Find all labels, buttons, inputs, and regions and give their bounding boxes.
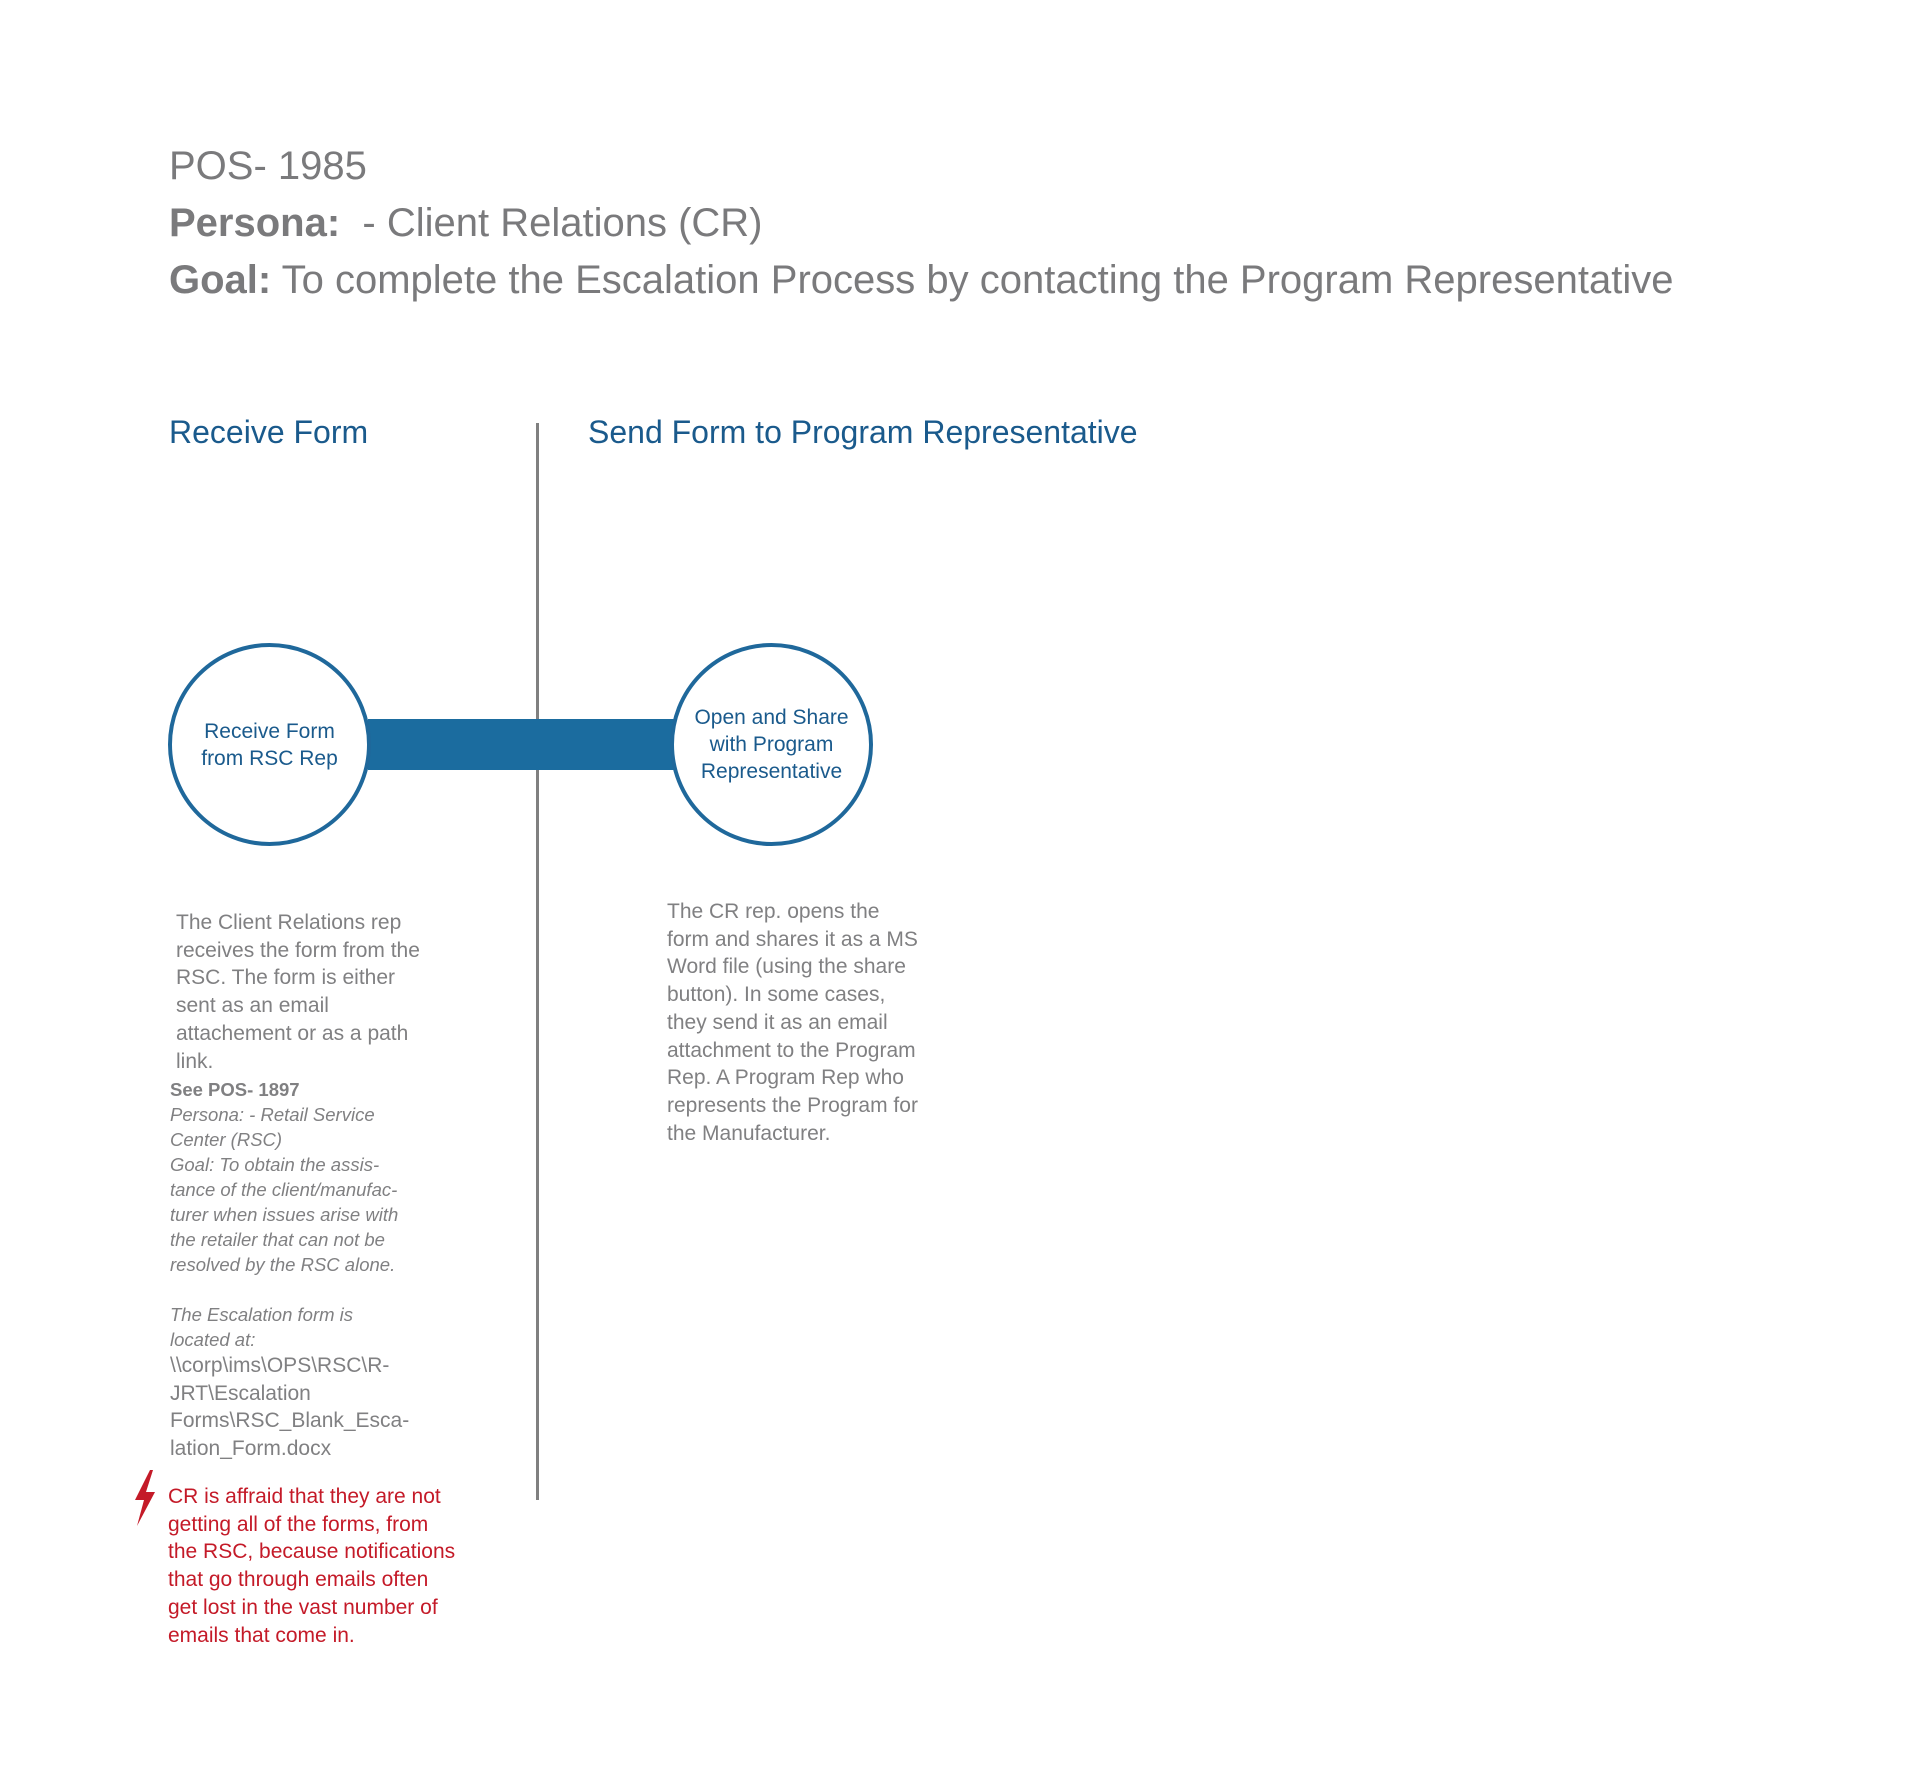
lightning-bolt-icon — [131, 1470, 159, 1526]
reference-title: See POS- 1897 — [170, 1079, 300, 1100]
step-label: Open and Share with Program Representative — [694, 706, 849, 783]
step-label: Receive Form from RSC Rep — [201, 719, 338, 770]
step1-description-text: The Client Relations rep receives the form from the RSC. The form is either sent as an email attachement or as a path link. — [176, 911, 420, 1073]
step-connector — [368, 719, 676, 770]
step-node-receive-form — [168, 643, 371, 846]
persona-label: Persona: — [169, 201, 341, 245]
goal-line — [169, 252, 1673, 309]
section-title-send-form: Send Form to Program Representative — [588, 414, 1138, 450]
reference-detail: Persona: - Retail Service Center (RSC) Goal: To obtain the assis- tance of the client/manufac- turer when issues arise with the retailer that can not be resolved by the RSC alone. — [170, 1104, 399, 1275]
reference-spacer — [170, 1277, 460, 1302]
reference-location-label: The Escalation form is located at: — [170, 1304, 354, 1350]
reference-path: \\corp\ims\OPS\RSC\R- JRT\Escalation Forms\RSC_Blank_Esca- lation_Form.docx — [170, 1354, 410, 1461]
page-title: POS- 1985 — [169, 144, 367, 188]
goal-value: To complete the Escalation Process by contacting the Program Representative — [271, 258, 1674, 302]
step2-description — [667, 898, 977, 1147]
step1-description — [176, 909, 476, 1075]
section-divider — [536, 423, 539, 1500]
diagram-header — [169, 138, 1673, 309]
pain-point-text: CR is affraid that they are not getting all of the forms, from the RSC, because notifications that go through emails often get lost in the vast number of emails that come in. — [168, 1485, 456, 1647]
reference-note — [170, 1077, 460, 1463]
persona-line — [169, 195, 1673, 252]
step2-description-text: The CR rep. opens the form and shares it as a MS Word file (using the share button). In some cases, they send it as an email attachment to the Program Rep. A Program Rep who represents the Program for the Manufacturer. — [667, 900, 918, 1145]
section-title-receive-form: Receive Form — [169, 414, 369, 450]
persona-value: - Client Relations (CR) — [340, 201, 763, 245]
goal-label: Goal: — [169, 258, 272, 302]
step-node-open-and-share — [670, 643, 873, 846]
